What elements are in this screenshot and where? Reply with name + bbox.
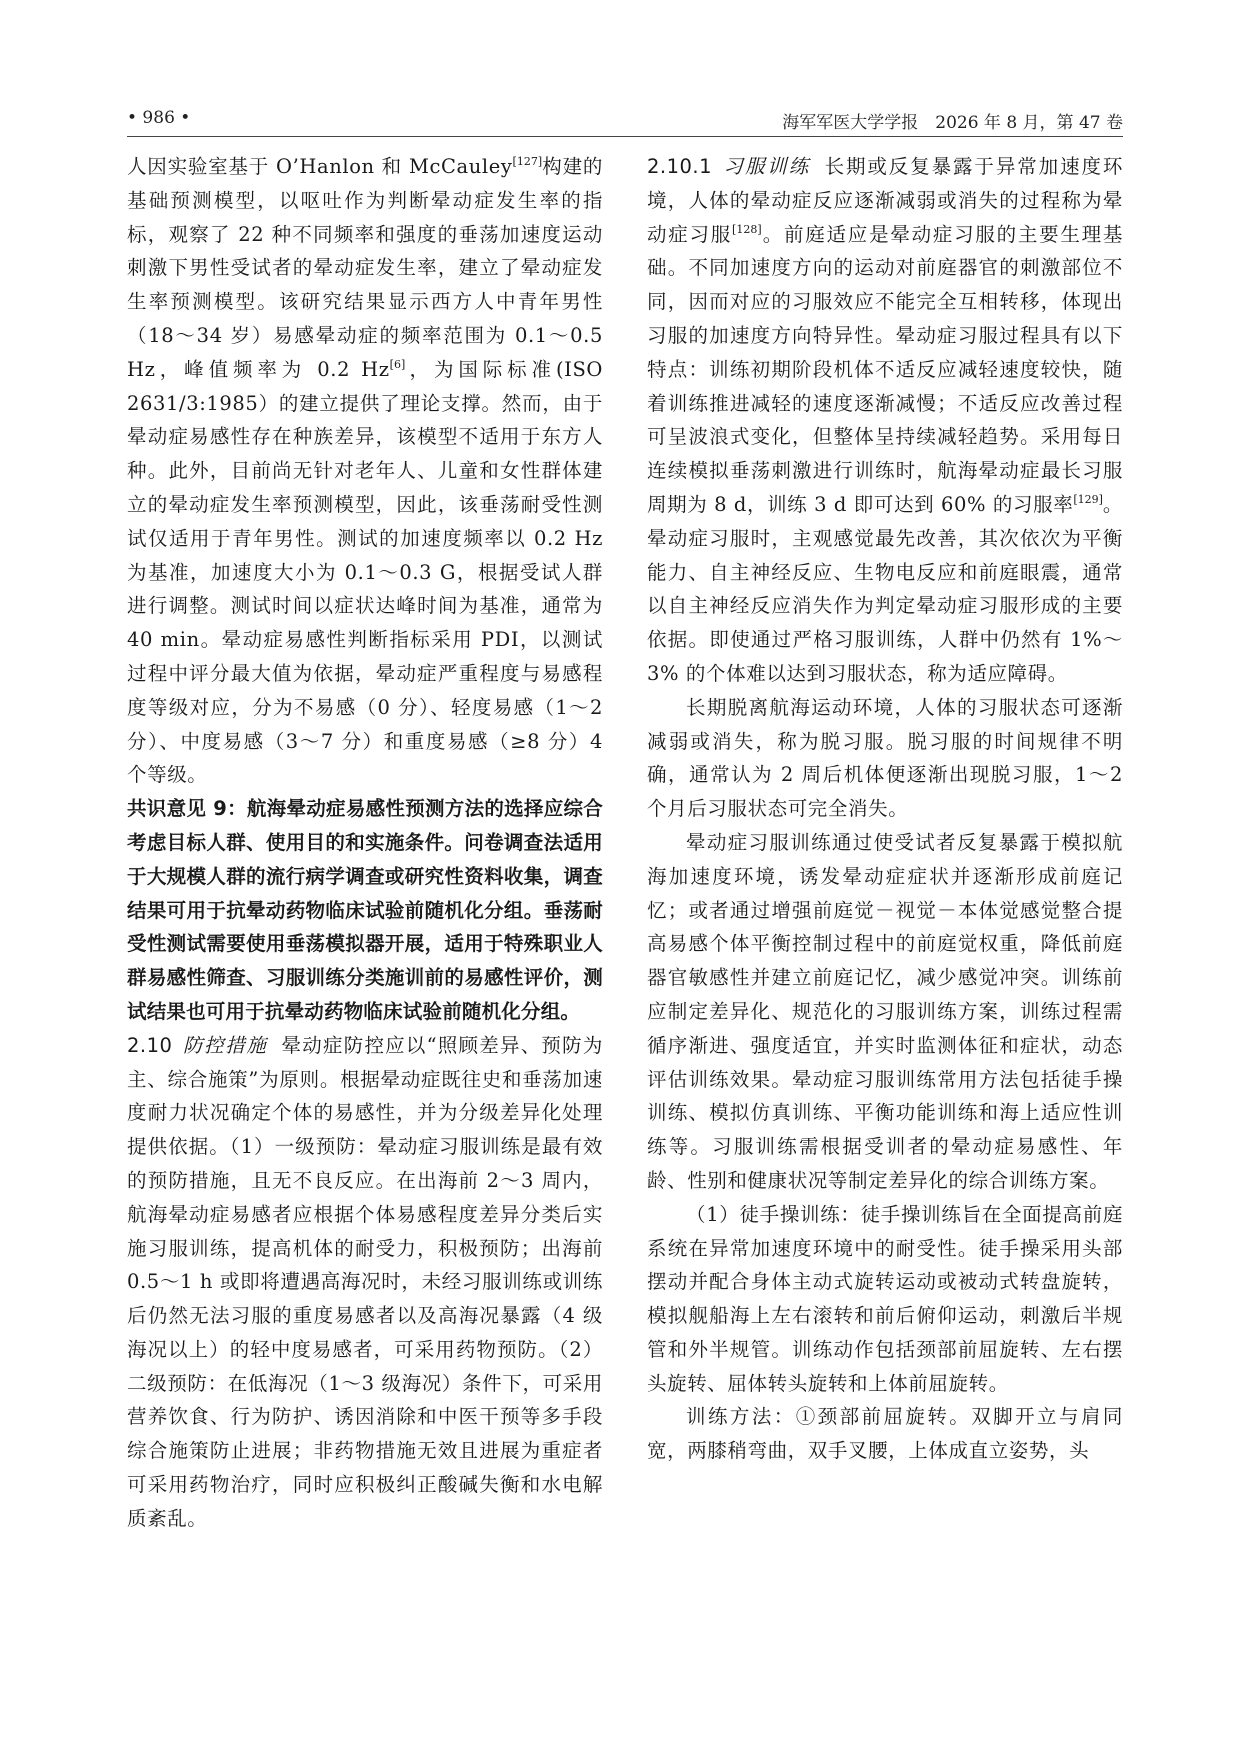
citation-ref: [129]	[1073, 492, 1103, 506]
right-column	[647, 150, 1123, 1468]
running-head	[127, 104, 1123, 134]
header-rule	[127, 136, 1123, 137]
section-title: 防控措施	[182, 1033, 268, 1057]
paragraph-training-principles: 晕动症习服训练通过使受试者反复暴露于模拟航海加速度环境，诱发晕动症症状并逐渐形成前庭记忆；或者通过增强前庭觉－视觉－本体觉感觉整合提高易感个体平衡控制过程中的前庭觉权重，降低前庭器官敏感性并建立前庭记忆，减少感觉冲突。训练前应制定差异化、规范化的习服训练方案，训练过程需循序渐进、强度适宜，并实时监测体征和症状，动态评估训练效果。晕动症习服训练常用方法包括徒手操训练、模拟仿真训练、平衡功能训练和海上适应性训练等。习服训练需根据受训者的晕动症易感性、年龄、性别和健康状况等制定差异化的综合训练方案。	[647, 830, 1123, 1192]
journal-citation: 海军军医大学学报 2026 年 8 月，第 47 卷	[782, 113, 1123, 133]
section-title: 习服训练	[722, 155, 811, 178]
left-column	[127, 150, 603, 1536]
paragraph-prediction-model: 人因实验室基于 O’Hanlon 和 McCauley[127]构建的基础预测模型，以呕吐作为判断晕动症发生率的指标，观察了 22 种不同频率和强度的垂荡加速度运动刺激下男性受试者的晕动症发生率，建立了晕动症发生率预测模型。该研究结果显示西方人中青年男性（18～34 岁）易感晕动症的频率范围为 0.1～0.5 Hz，峰值频率为 0.2 Hz[6]，为国际标准(ISO 2631/3:1985）的建立提供了理论支撑。然而，由于晕动症易感性存在种族差异，该模型不适用于东方人种。此外，目前尚无针对老年人、儿童和女性群体建立的晕动症发生率预测模型，因此，该垂荡耐受性测试仅适用于青年男性。测试的加速度频率以 0.2 Hz 为基准，加速度大小为 0.1～0.3 G，根据受试人群进行调整。测试时间以症状达峰时间为基准，通常为 40 min。晕动症易感性判断指标采用 PDI，以测试过程中评分最大值为依据，晕动症严重程度与易感程度等级对应，分为不易感（0 分）、轻度易感（1～2 分）、中度易感（3～7 分）和重度易感（≥8 分）4 个等级。	[127, 155, 603, 787]
citation-ref: [128]	[732, 222, 762, 236]
paragraph-freehand-exercise: （1）徒手操训练：徒手操训练旨在全面提高前庭系统在异常加速度环境中的耐受性。徒手操采用头部摆动并配合身体主动式旋转运动或被动式转盘旋转，模拟舰船海上左右滚转和前后俯仰运动，刺激后半规管和外半规管。训练动作包括颈部前屈旋转、左右摆头旋转、屈体转头旋转和上体前屈旋转。	[647, 1202, 1123, 1395]
citation-ref: [6]	[389, 357, 406, 371]
section-2-10	[127, 1029, 603, 1536]
paragraph-training-method: 训练方法：①颈部前屈旋转。双脚开立与肩同宽，两膝稍弯曲，双手叉腰，上体成直立姿势，头	[647, 1405, 1123, 1463]
section-body: 晕动症防控应以“照顾差异、预防为主、综合施策”为原则。根据晕动症既往史和垂荡加速度耐力状况确定个体的易感性，并为分级差异化处理提供依据。（1）一级预防：晕动症习服训练是最有效的预防措施，且无不良反应。在出海前 2～3 周内，航海晕动症易感者应根据个体易感程度差异分类后实施习服训练，提高机体的耐受力，积极预防；出海前 0.5～1 h 或即将遭遇高海况时，未经习服训练或训练后仍然无法习服的重度易感者以及高海况暴露（4 级海况以上）的轻中度易感者，可采用药物预防。（2）二级预防：在低海况（1～3 级海况）条件下，可采用营养饮食、行为防护、诱因消除和中医干预等多手段综合施策防止进展；非药物措施无效且进展为重症者可采用药物治疗，同时应积极纠正酸碱失衡和水电解质紊乱。	[127, 1033, 603, 1530]
page-number: • 986 •	[127, 108, 191, 128]
citation-ref: [127]	[512, 155, 543, 168]
section-number: 2.10	[127, 1033, 173, 1057]
section-2-10-1: 2.10.1 习服训练 长期或反复暴露于异常加速度环境，人体的晕动症反应逐渐减弱或消失的过程称为晕动症习服[128]。前庭适应是晕动症习服的主要生理基础。不同加速度方向的运动对前庭器官的刺激部位不同，因而对应的习服效应不能完全互相转移，体现出习服的加速度方向特异性。晕动症习服过程具有以下特点：训练初期阶段机体不适反应减轻速度较快，随着训练推进减轻的速度逐渐减慢；不适反应改善过程可呈波浪式变化，但整体呈持续减轻趋势。采用每日连续模拟垂荡刺激进行训练时，航海晕动症最长习服周期为 8 d，训练 3 d 即可达到 60% 的习服率[129]。晕动症习服时，主观感觉最先改善，其次依次为平衡能力、自主神经反应、生物电反应和前庭眼震，通常以自主神经反应消失作为判定晕动症习服形成的主要依据。即使通过严格习服训练，人群中仍然有 1%～3% 的个体难以达到习服状态，称为适应障碍。	[647, 155, 1124, 685]
paragraph-de-acclimatization: 长期脱离航海运动环境，人体的习服状态可逐渐减弱或消失，称为脱习服。脱习服的时间规律不明确，通常认为 2 周后机体便逐渐出现脱习服，1～2 个月后习服状态可完全消失。	[647, 695, 1123, 821]
consensus-opinion-9: 共识意见 9：航海晕动症易感性预测方法的选择应综合考虑目标人群、使用目的和实施条件。问卷调查法适用于大规模人群的流行病学调查或研究性资料收集，调查结果可用于抗晕动药物临床试验前随机化分组。垂荡耐受性测试需要使用垂荡模拟器开展，适用于特殊职业人群易感性筛查、习服训练分类施训前的易感性评价，测试结果也可用于抗晕动药物临床试验前随机化分组。	[127, 797, 603, 1023]
section-number: 2.10.1	[647, 155, 713, 178]
